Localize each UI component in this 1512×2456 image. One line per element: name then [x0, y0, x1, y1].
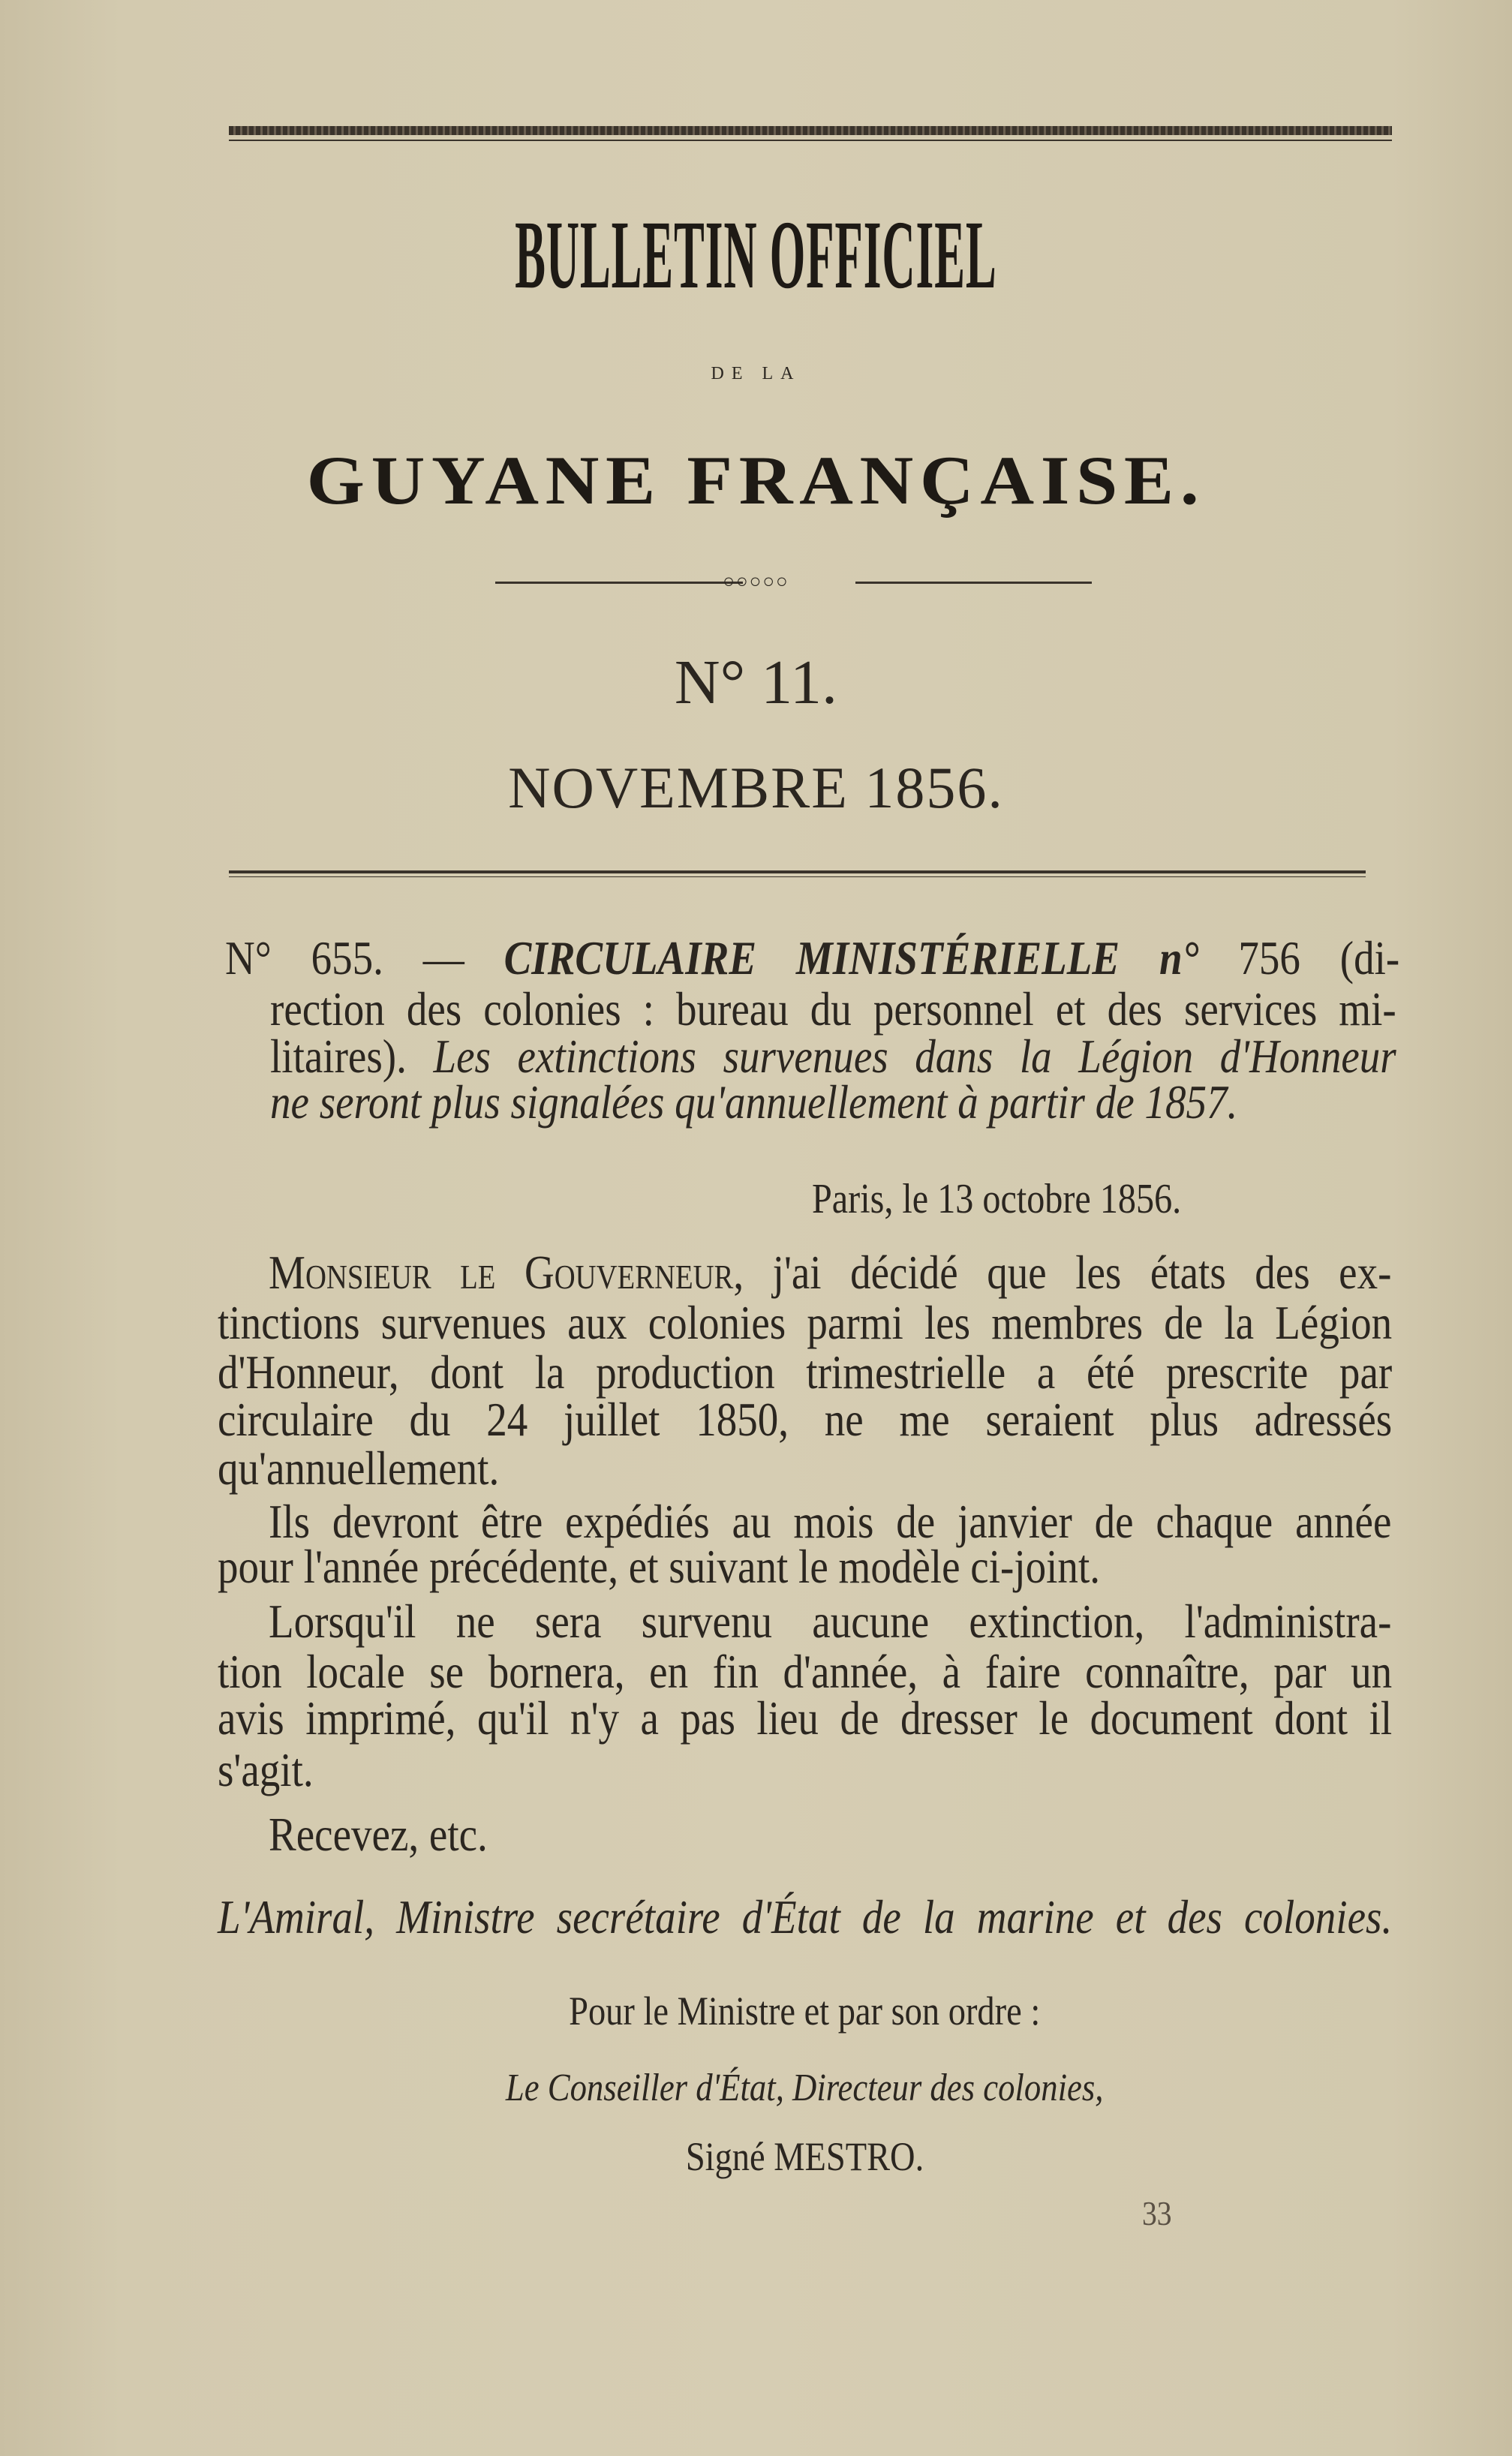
- paragraph-1-line-1: Monsieur le Gouverneur, j'ai décidé que les états des ex-: [269, 1246, 1392, 1299]
- de-la-label: DE LA: [711, 364, 801, 383]
- paragraph-2-line-2: pour l'année précédente, et suivant le modèle ci-joint.: [218, 1540, 1100, 1593]
- signatory: L'Amiral, Ministre secrétaire d'État de la marine et des colonies.: [218, 1890, 1393, 1943]
- paragraph-1-line-3: d'Honneur, dont la production trimestrielle a été prescrite par: [218, 1345, 1393, 1399]
- closing: Recevez, etc.: [269, 1808, 488, 1861]
- header-bottom-rule-thin: [229, 876, 1366, 877]
- paragraph-2-line-1: Ils devront être expédiés au mois de janvier de chaque année: [269, 1495, 1392, 1548]
- circular-heading-line-2: rection des colonies : bureau du personnel et des services mi-: [270, 982, 1396, 1036]
- circular-heading-line-1: N° 655. — CIRCULAIRE MINISTÉRIELLE n° 756 (di-: [225, 931, 1400, 985]
- bulletin-title: BULLETIN OFFICIEL: [515, 201, 997, 309]
- top-decorative-rule: [229, 126, 1392, 135]
- guyane-title: GUYANE FRANÇAISE.: [306, 442, 1206, 519]
- paragraph-1-line-2: tinctions survenues aux colonies parmi les membres de la Légion: [218, 1296, 1393, 1349]
- place-date: Paris, le 13 octobre 1856.: [812, 1176, 1182, 1222]
- ornament-rule-right: [855, 582, 1092, 584]
- header-bottom-rule: [229, 870, 1366, 873]
- paragraph-1-line-5: qu'annuellement.: [218, 1441, 500, 1495]
- issue-date: NOVEMBRE 1856.: [508, 755, 1004, 820]
- circular-heading-line-4: ne seront plus signalées qu'annuellement à partir de 1857.: [270, 1075, 1238, 1129]
- paragraph-3-line-3: avis imprimé, qu'il n'y a pas lieu de dresser le document dont il: [218, 1691, 1393, 1745]
- paragraph-3-line-2: tion locale se bornera, en fin d'année, à faire connaître, par un: [218, 1645, 1393, 1698]
- page-number: 33: [1142, 2194, 1172, 2232]
- for-minister: Pour le Ministre et par son ordre :: [569, 1989, 1041, 2034]
- issue-number: N° 11.: [674, 648, 838, 717]
- paragraph-1-line-4: circulaire du 24 juillet 1850, ne me seraient plus adressés: [218, 1393, 1393, 1446]
- paragraph-3-line-4: s'agit.: [218, 1743, 314, 1796]
- ornament-dots: ○○○○○: [723, 570, 789, 592]
- signed-name: Signé MESTRO.: [685, 2134, 924, 2179]
- top-rule-thin: [229, 140, 1392, 141]
- paragraph-3-line-1: Lorsqu'il ne sera survenu aucune extinction, l'administra-: [269, 1595, 1392, 1648]
- circular-heading-line-3: litaires). Les extinctions survenues dans la Légion d'Honneur: [270, 1030, 1396, 1083]
- councillor: Le Conseiller d'État, Directeur des colonies,: [506, 2067, 1104, 2109]
